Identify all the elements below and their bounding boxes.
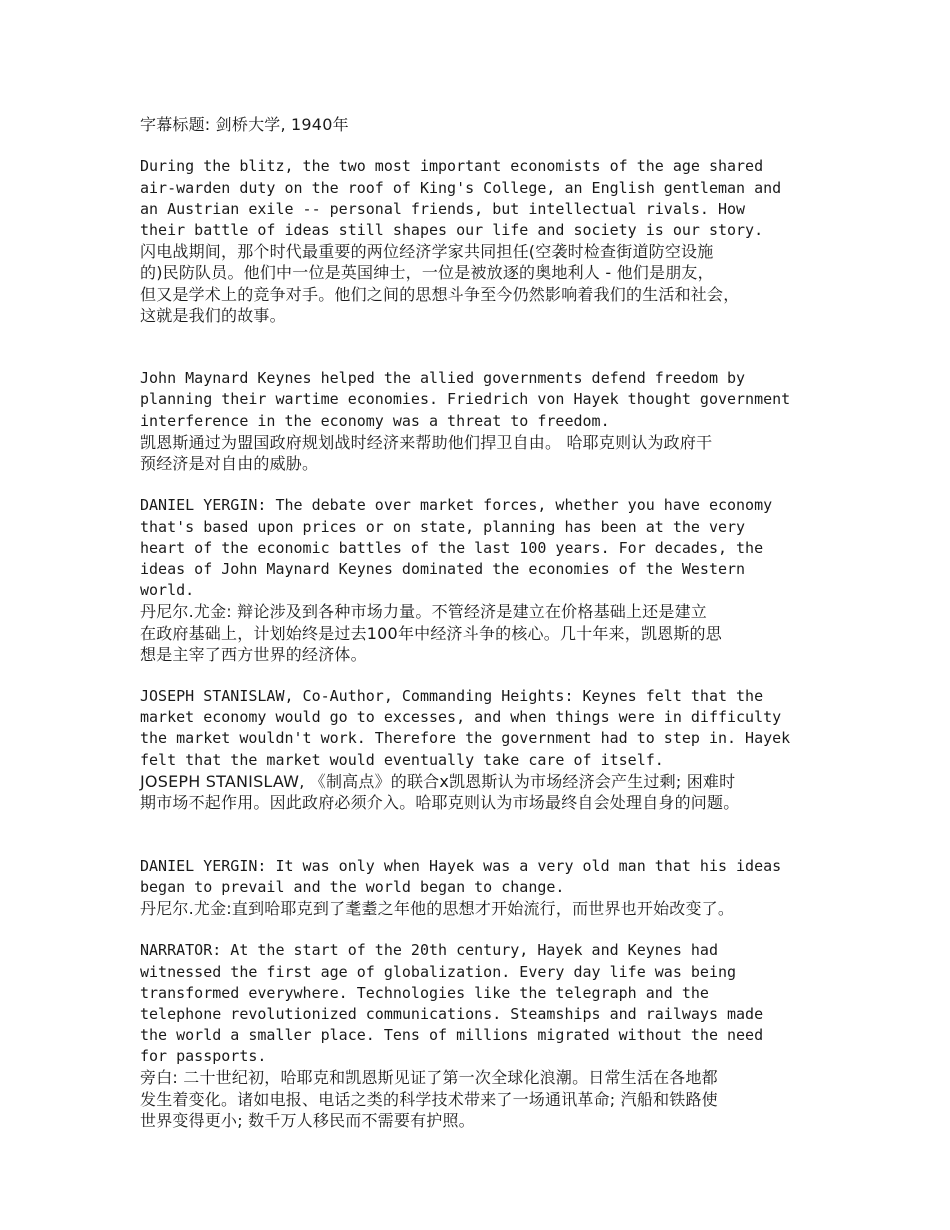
zh-line: 期市场不起作用。因此政府必须介入。哈耶克则认为市场最终自会处理自身的问题。 — [140, 793, 740, 813]
en-line: During the blitz, the two most important economists of the age shared — [140, 157, 764, 176]
en-line: air-warden duty on the roof of King's College, an English gentleman and — [140, 178, 782, 197]
zh-line: 旁白: 二十世纪初，哈耶克和凯恩斯见证了第一次全球化浪潮。日常生活在各地都 — [140, 1068, 718, 1088]
en-line: planning their wartime economies. Friedrich von Hayek thought government — [140, 390, 791, 409]
paragraph-yergin-1 — [140, 495, 840, 665]
en-line: an Austrian exile -- personal friends, but intellectual rivals. How — [140, 199, 746, 218]
paragraph-blitz — [140, 156, 840, 326]
zh-line: JOSEPH STANISLAW, 《制高点》的联合x凯恩斯认为市场经济会产生过剩; 困难时 — [140, 771, 736, 791]
paragraph-yergin-2 — [140, 856, 840, 920]
zh-line: 闪电战期间，那个时代最重要的两位经济学家共同担任(空袭时检查街道防空设施 — [140, 242, 714, 262]
transcript-page — [140, 114, 840, 1131]
en-line: their battle of ideas still shapes our life and society is our story. — [140, 220, 764, 239]
zh-line: 但又是学术上的竞争对手。他们之间的思想斗争至今仍然影响着我们的生活和社会， — [140, 284, 740, 304]
en-line: John Maynard Keynes helped the allied governments defend freedom by — [140, 369, 746, 388]
en-line: NARRATOR: At the start of the 20th century, Hayek and Keynes had — [140, 941, 718, 960]
en-line: witnessed the first age of globalization. Every day life was being — [140, 962, 737, 981]
en-line: market economy would go to excesses, and when things were in difficulty — [140, 708, 782, 727]
en-line: DANIEL YERGIN: The debate over market forces, whether you have economy — [140, 496, 773, 515]
en-line: telephone revolutionized communications. Steamships and railways made — [140, 1004, 764, 1023]
paragraph-narrator — [140, 940, 840, 1131]
en-line: for passports. — [140, 1047, 267, 1066]
zh-line: 预经济是对自由的威胁。 — [140, 454, 319, 474]
en-line: DANIEL YERGIN: It was only when Hayek was a very old man that his ideas — [140, 856, 782, 875]
zh-line: 世界变得更小; 数千万人移民而不需要有护照。 — [140, 1110, 475, 1130]
caption-title: 字幕标题: 剑桥大学, 1940年 — [140, 115, 349, 134]
en-line: the world a smaller place. Tens of millions migrated without the need — [140, 1026, 764, 1045]
zh-line: 发生着变化。诸如电报、电话之类的科学技术带来了一场通讯革命; 汽船和铁路使 — [140, 1089, 718, 1109]
en-line: JOSEPH STANISLAW, Co-Author, Commanding Heights: Keynes felt that the — [140, 687, 764, 706]
en-line: transformed everywhere. Technologies like the telegraph and the — [140, 983, 709, 1002]
zh-line: 这就是我们的故事。 — [140, 305, 286, 325]
en-line: world. — [140, 581, 195, 600]
zh-line: 丹尼尔.尤金:直到哈耶克到了耄耋之年他的思想才开始流行，而世界也开始改变了。 — [140, 898, 735, 918]
en-line: began to prevail and the world began to change. — [140, 877, 565, 896]
paragraph-stanislaw — [140, 686, 840, 813]
zh-line: 在政府基础上，计划始终是过去100年中经济斗争的核心。几十年来，凯恩斯的思 — [140, 623, 722, 643]
zh-line: 想是主宰了西方世界的经济体。 — [140, 644, 367, 664]
zh-line: 丹尼尔.尤金: 辩论涉及到各种市场力量。不管经济是建立在价格基础上还是建立 — [140, 602, 707, 622]
en-line: heart of the economic battles of the last 100 years. For decades, the — [140, 538, 764, 557]
zh-line: 凯恩斯通过为盟国政府规划战时经济来帮助他们捍卫自由。 哈耶克则认为政府干 — [140, 432, 713, 452]
en-line: felt that the market would eventually take care of itself. — [140, 750, 664, 769]
paragraph-keynes-hayek — [140, 368, 840, 474]
en-line: interference in the economy was a threat to freedom. — [140, 411, 610, 430]
en-line: that's based upon prices or on state, planning has been at the very — [140, 517, 746, 536]
en-line: the market wouldn't work. Therefore the government had to step in. Hayek — [140, 729, 791, 748]
zh-line: 的)民防队员。他们中一位是英国绅士，一位是被放逐的奥地利人 - 他们是朋友， — [140, 263, 714, 283]
en-line: ideas of John Maynard Keynes dominated the economies of the Western — [140, 559, 746, 578]
